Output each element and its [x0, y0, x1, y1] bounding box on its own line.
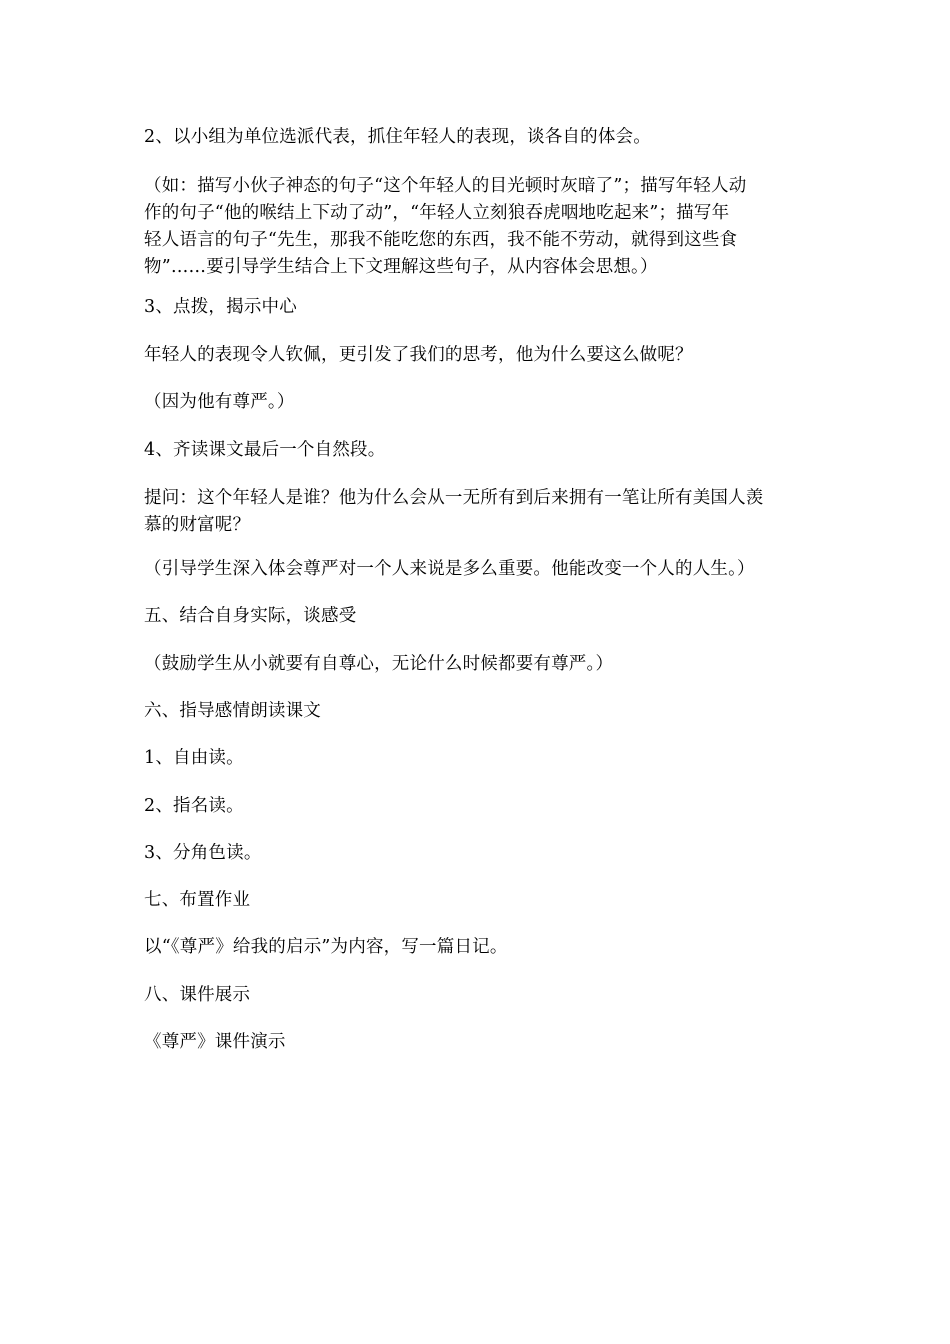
- paragraph-reveal-theme: [144, 294, 816, 321]
- text-line: （引导学生深入体会尊严对一个人来说是多么重要。他能改变一个人的人生。）: [144, 559, 755, 579]
- paragraph-courseware: [144, 1029, 816, 1056]
- list-item: [144, 840, 816, 867]
- text-line: 慕的财富呢？: [144, 515, 251, 535]
- text-line: 轻人语言的句子“先生，那我不能吃您的东西，我不能不劳动，就得到这些食: [144, 230, 738, 250]
- paragraph-encourage: [144, 651, 816, 678]
- section-heading-6: [144, 698, 816, 725]
- text-line: 年轻人的表现令人钦佩，更引发了我们的思考，他为什么要这么做呢？: [144, 345, 693, 365]
- text-line: 以“《尊严》给我的启示”为内容，写一篇日记。: [144, 937, 508, 957]
- paragraph-homework: [144, 934, 816, 961]
- list-item: [144, 793, 816, 820]
- paragraph-example-sentences: [144, 173, 816, 281]
- text-line: 3、点拨，揭示中心: [144, 297, 297, 317]
- text-line: （因为他有尊严。）: [144, 392, 295, 412]
- text-line: （如：描写小伙子神态的句子“这个年轻人的目光顿时灰暗了”；描写年轻人动: [144, 176, 747, 196]
- text-line: 作的句子“他的喉结上下动了动”，“年轻人立刻狼吞虎咽地吃起来”；描写年: [144, 203, 730, 223]
- paragraph-answer: [144, 389, 816, 416]
- text-line: 八、课件展示: [144, 985, 251, 1005]
- section-heading-7: [144, 887, 816, 914]
- text-line: 2、以小组为单位选派代表，抓住年轻人的表现，谈各自的体会。: [144, 127, 651, 147]
- paragraph-read-last: [144, 437, 816, 464]
- paragraph-ask: [144, 485, 816, 539]
- text-line: 2、指名读。: [144, 796, 244, 816]
- section-heading-5: [144, 603, 816, 630]
- section-heading-8: [144, 982, 816, 1009]
- text-line: 3、分角色读。: [144, 843, 262, 863]
- text-line: 七、布置作业: [144, 890, 251, 910]
- paragraph-question: [144, 342, 816, 369]
- text-line: 物”……要引导学生结合上下文理解这些句子，从内容体会思想。）: [144, 257, 658, 277]
- paragraph-guide: [144, 556, 816, 583]
- paragraph-group-report: [144, 124, 816, 151]
- text-line: 4、齐读课文最后一个自然段。: [144, 440, 386, 460]
- text-line: 六、指导感情朗读课文: [144, 701, 321, 721]
- text-line: （鼓励学生从小就要有自尊心，无论什么时候都要有尊严。）: [144, 654, 614, 674]
- list-item: [144, 745, 816, 772]
- text-line: 1、自由读。: [144, 748, 244, 768]
- text-line: 提问：这个年轻人是谁？他为什么会从一无所有到后来拥有一笔让所有美国人羡: [144, 488, 764, 508]
- text-line: 五、结合自身实际，谈感受: [144, 606, 357, 626]
- text-line: 《尊严》课件演示: [144, 1032, 286, 1052]
